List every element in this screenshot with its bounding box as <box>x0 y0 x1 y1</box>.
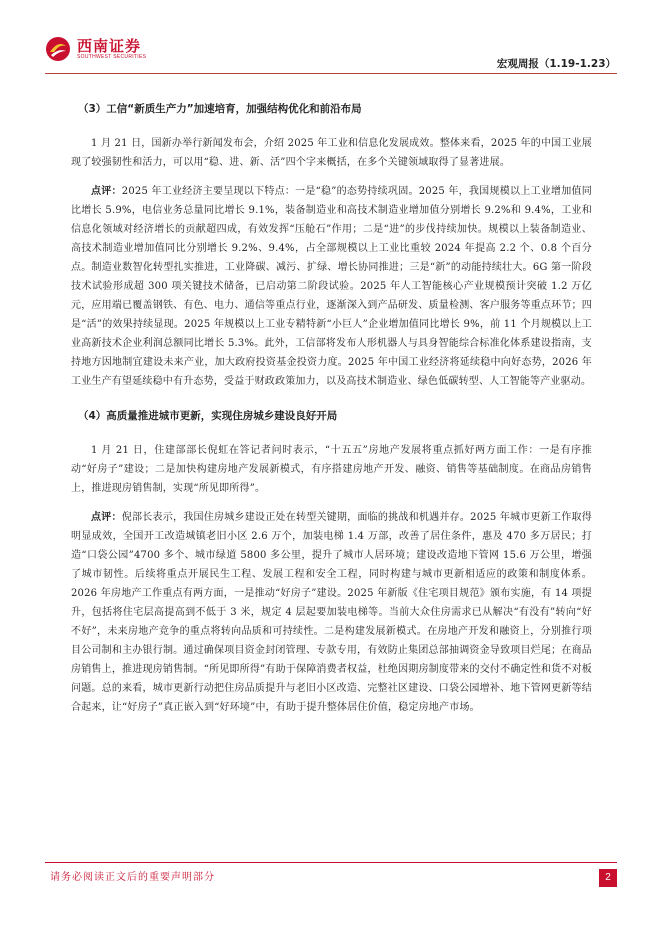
section-3-comment <box>71 182 592 391</box>
page-number: 2 <box>599 869 617 887</box>
comment-label: 点评： <box>91 512 122 523</box>
footer-disclaimer: 请务必阅读正文后的重要声明部分 <box>50 872 215 883</box>
logo-english-name: SOUTHWEST SECURITIES <box>77 53 147 60</box>
logo-name: 西南证券 <box>77 36 142 55</box>
company-logo <box>45 36 146 62</box>
main-content <box>71 102 592 727</box>
report-title: 宏观周报（1.19-1.23） <box>496 58 616 70</box>
section-4-intro: 1 月 21 日，住建部部长倪虹在答记者问时表示，“十五五”房地产发展将重点抓好两方面工作：一是有序推动“好房子”建设；二是加快构建房地产发展新模式，有序搭建房地产开发、融资、销售等基础制度。在商品房销售上，推进现房销售制，实现“所见即所得”。 <box>71 445 592 494</box>
section-3-intro: 1 月 21 日，国新办举行新闻发布会，介绍 2025 年工业和信息化发展成效。整体来看，2025 年的中国工业展现了较强韧性和活力，可以用“稳、进、新、活”四个字来概括，在多个关键领域取得了显著进展。 <box>71 138 592 168</box>
header-divider <box>45 73 617 74</box>
section-3-title: （3）工信“新质生产力”加速培育，加强结构优化和前沿布局 <box>78 103 362 115</box>
logo-emblem-icon <box>45 36 71 62</box>
section-4-comment <box>71 508 592 717</box>
comment-label: 点评： <box>91 186 122 197</box>
section-4-comment-text: 倪部长表示，我国住房城乡建设正处在转型关键期，面临的挑战和机遇并存。2025 年城市更新工作取得明显成效，全国开工改造城镇老旧小区 2.6 万个，加装电梯 1.4 万部，改善了居住条件，惠及 470 多万居民；打造“口袋公园”4700 多个、城市绿道 5800 多公里，提升了城市人居环境；建设改造地下管网 15.6 万公里，增强了城市韧性。后续将重点开展民生工程、发展工程和安全工程，同时构建与城市更新相适应的政策和制度体系。2026 年房地产工作重点有两方面，一是推动“好房子”建设。2025 年新版《住宅项目规范》颁布实施，有 14 项提升，包括将住宅层高提高到不低于 3 米，规定 4 层起要加装电梯等。当前大众住房需求已从解决“有没有”转向“好不好”，未来房地产竞争的重点将转向品质和可持续性。二是构建发展新模式。在房地产开发和融资上，分别推行项目公司制和主办银行制。通过确保项目资金封闭管理、专款专用，有效防止集团总部抽调资金导致项目烂尾；在商品房销售上，推进现房销售制。“所见即所得”有助于保障消费者权益，杜绝因期房制度带来的交付不确定性和货不对板问题。总的来看，城市更新行动把住房品质提升与老旧小区改造、完整社区建设、口袋公园增补、地下管网更新等结合起来，让“好房子”真正嵌入到“好环境”中，有助于提升整体居住价值，稳定房地产市场。 <box>71 512 592 713</box>
section-4-title: （4）高质量推进城市更新，实现住房城乡建设良好开局 <box>78 410 338 422</box>
footer-divider <box>45 862 617 863</box>
section-3-comment-text: 2025 年工业经济主要呈现以下特点：一是“稳”的态势持续巩固。2025 年，我国规模以上工业增加值同比增长 5.9%，电信业务总量同比增长 9.1%，装备制造业和高技术制造业增加值分别增长 9.2%和 9.4%，工业和信息化领域对经济增长的贡献超四成，有效发挥“压舱石”作用；二是“进”的步伐持续加快。规模以上装备制造业、高技术制造业增加值同比分别增长 9.2%、9.4%，占全部规模以上工业比重较 2024 年提高 2.2 个、0.8 个百分点。制造业数智化转型扎实推进，工业降碳、减污、扩绿、增长协同推进；三是“新”的动能持续壮大。6G 第一阶段技术试验形成超 300 项关键技术储备，已启动第二阶段试验。2025 年人工智能核心产业规模预计突破 1.2 万亿元，应用端已覆盖钢铁、有色、电力、通信等重点行业，逐渐深入到产品研发、质量检测、客户服务等重点环节；四是“活”的效果持续显现。2025 年规模以上工业专精特新“小巨人”企业增加值同比增长 9%，前 11 个月规模以上工业高新技术企业利润总额同比增长 5.3%。此外，工信部将发布人形机器人与具身智能综合标准化体系建设指南，支持地方因地制宜建设未来产业，加大政府投资基金投资力度。2025 年中国工业经济将延续稳中向好态势，2026 年工业生产有望延续稳中有升态势，受益于财政政策加力，以及高技术制造业、绿色低碳转型、人工智能等产业驱动。 <box>71 186 592 387</box>
